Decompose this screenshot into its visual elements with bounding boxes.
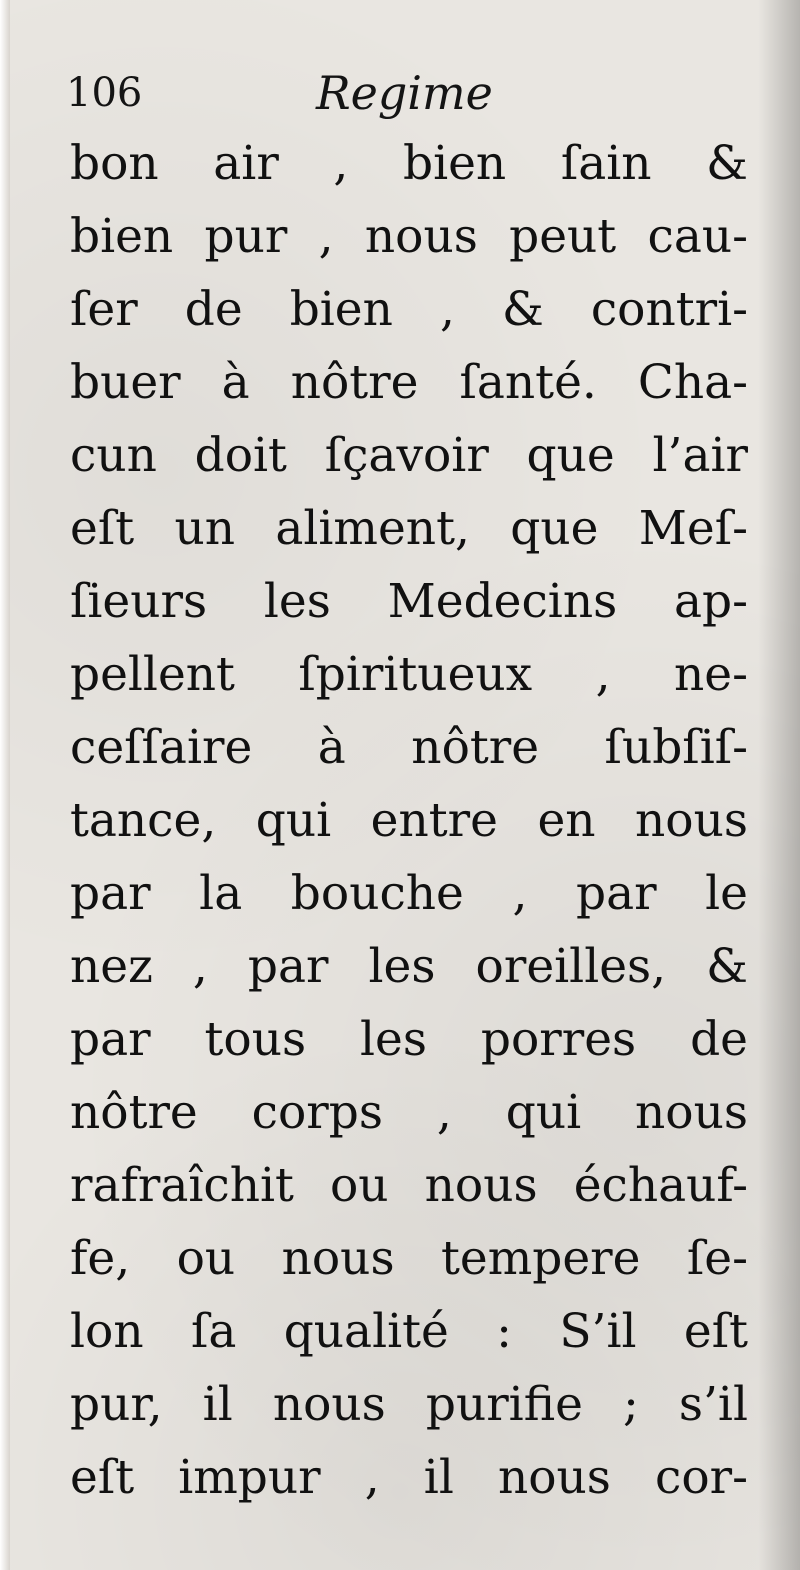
- text-line: buer à nôtre ſanté. Cha-: [70, 355, 748, 410]
- text-line: bon air , bien ſain &: [70, 136, 748, 191]
- text-line: eſt impur , il nous cor-: [70, 1450, 748, 1505]
- text-line: ceſſaire à nôtre ſubſiſ-: [70, 720, 748, 775]
- text-line: pellent ſpiritueux , ne-: [70, 647, 748, 702]
- text-line: cun doit ſçavoir que l’air: [70, 428, 748, 483]
- text-line: eſt un aliment, que Meſ-: [70, 501, 748, 556]
- running-title: Regime: [316, 66, 493, 120]
- text-line: rafraîchit ou nous échauf-: [70, 1158, 748, 1213]
- text-line: par la bouche , par le: [70, 866, 748, 921]
- text-line: ſer de bien , & contri-: [70, 282, 748, 337]
- text-line: lon ſa qualité : S’il eſt: [70, 1304, 748, 1359]
- page-number: 106: [66, 70, 143, 116]
- text-line: tance, qui entre en nous: [70, 793, 748, 848]
- running-head: [66, 58, 756, 128]
- page-gutter-shadow: [758, 0, 800, 1570]
- text-line: fe, ou nous tempere ſe-: [70, 1231, 748, 1286]
- text-line: pur, il nous purifie ; s’il: [70, 1377, 748, 1432]
- body-text: [70, 127, 748, 1514]
- text-line: bien pur , nous peut cau-: [70, 209, 748, 264]
- page-left-edge: [0, 0, 10, 1570]
- text-line: nôtre corps , qui nous: [70, 1085, 748, 1140]
- text-line: par tous les porres de: [70, 1012, 748, 1067]
- text-line: nez , par les oreilles, &: [70, 939, 748, 994]
- text-line: ſieurs les Medecins ap-: [70, 574, 748, 629]
